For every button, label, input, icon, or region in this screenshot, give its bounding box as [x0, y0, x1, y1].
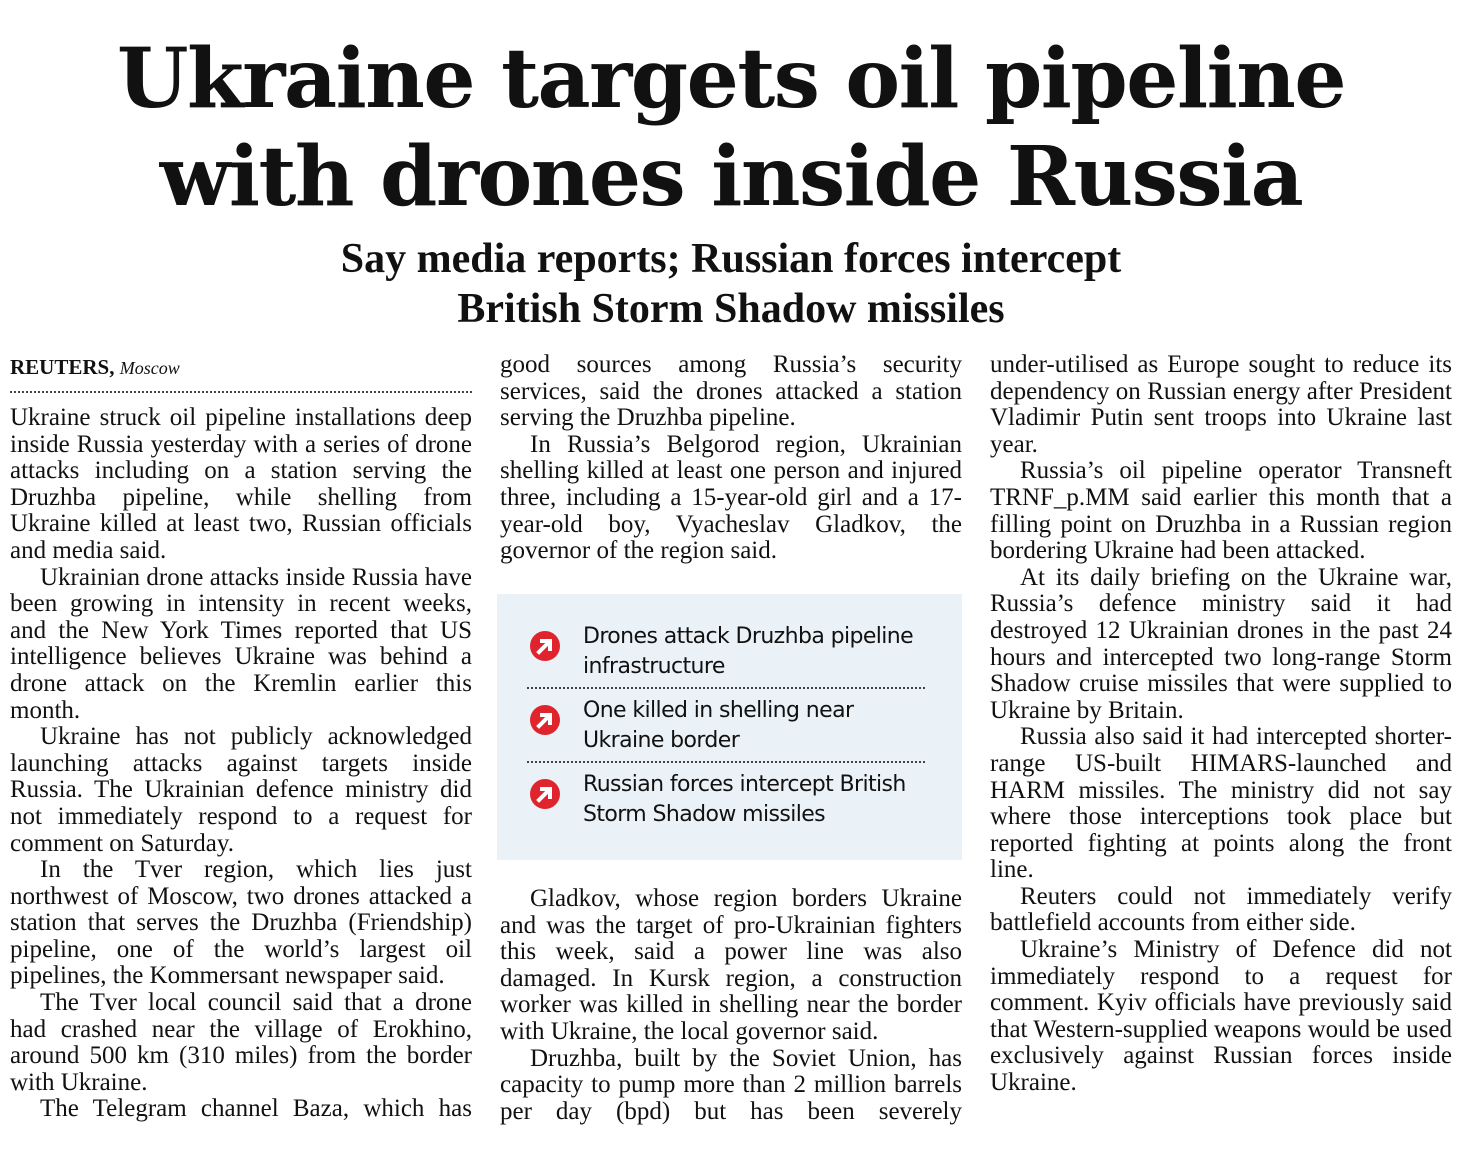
article-paragraph: Ukraine has not publicly acknowledged launching attacks against targets inside Russia. The Ukrainian defence ministry did not immediately respond to a request for comment on Saturday.: [10, 723, 472, 857]
article-paragraph: Reuters could not immediately verify battlefield accounts from either side.: [990, 882, 1452, 937]
key-point-text: One killed in shelling near Ukraine border: [583, 698, 854, 753]
article-paragraph: At its daily briefing on the Ukraine war, Russia’s defence ministry said it had destroyed 12 Ukrainian drones in the past 24 hours and intercepted two long-range Storm Shadow cruise missiles that were supplied to Ukraine by Britain.: [990, 563, 1452, 724]
article-paragraph: Druzhba, built by the Soviet Union, has capacity to pump more than 2 million barrels per day (bpd) but has been severely: [500, 1044, 962, 1125]
article-paragraph: Ukraine’s Ministry of Defence did not immediately respond to a request for comment. Kyiv officials have previously said that Western-supplied weapons would be used exclusively against Russian forces inside Ukraine.: [990, 936, 1453, 1097]
article-paragraph: good sources among Russia’s security services, said the drones attacked a station serving the Druzhba pipeline.: [500, 351, 962, 432]
article-paragraph: Ukraine struck oil pipeline installations deep inside Russia yesterday with a series of drone attacks including on a station serving the Druzhba pipeline, while shelling from Ukraine killed at least two, Russian officials and media said.: [10, 404, 472, 564]
key-points-box: [497, 594, 962, 860]
article-column-3: [990, 352, 1452, 1097]
headline: [0, 30, 1462, 226]
headline-line-1: Ukraine targets oil pipeline: [116, 31, 1346, 127]
article-paragraph: under-utilised as Europe sought to reduce its dependency on Russian energy after President Vladimir Putin sent troops into Ukraine last year.: [990, 351, 1452, 458]
byline: [10, 352, 472, 393]
headline-line-2: with drones inside Russia: [159, 129, 1303, 225]
arrow-up-right-circle-icon: [529, 778, 561, 810]
article-paragraph: In the Tver region, which lies just northwest of Moscow, two drones attacked a station that serves the Druzhba (Friendship) pipeline, one of the world’s largest oil pipelines, the Kommersant newspaper said.: [10, 856, 472, 990]
subheadline-line-2: British Storm Shadow missiles: [457, 286, 1005, 332]
article-paragraph: Gladkov, whose region borders Ukraine and was the target of pro-Ukrainian fighters this week, said a power line was also damaged. In Kursk region, a construction worker was killed in shelling near the border with Ukraine, the local governor said.: [500, 885, 962, 1045]
key-point-text: Russian forces intercept British Storm Shadow missiles: [583, 772, 906, 827]
byline-agency: REUTERS,: [10, 355, 115, 379]
subheadline-line-1: Say media reports; Russian forces intercept: [340, 236, 1122, 282]
subheadline: [0, 234, 1462, 334]
article-column-2-lower: [500, 886, 962, 1125]
article-paragraph: Ukrainian drone attacks inside Russia have been growing in intensity in recent weeks, and the New York Times reported that US intelligence believes Ukraine was behind a drone attack on the Kremlin earlier this month.: [10, 563, 472, 724]
divider: [527, 687, 925, 689]
divider: [527, 761, 925, 763]
article-paragraph: Russia also said it had intercepted shorter-range US-built HIMARS-launched and HARM missiles. The ministry did not say where those interceptions took place but reported fighting at points along the front line.: [990, 723, 1452, 884]
arrow-up-right-circle-icon: [529, 704, 561, 736]
article-column-2: [500, 352, 962, 565]
article-paragraph: Russia’s oil pipeline operator Transneft TRNF_p.MM said earlier this month that a filling point on Druzhba in a Russian region bordering Ukraine had been attacked.: [990, 457, 1452, 565]
article-paragraph: In Russia’s Belgorod region, Ukrainian shelling killed at least one person and injured three, including a 15-year-old girl and a 17-year-old boy, Vyacheslav Gladkov, the governor of the region said.: [500, 430, 962, 565]
byline-location: Moscow: [119, 358, 180, 378]
article-paragraph: The Tver local council said that a drone had crashed near the village of Erokhino, around 500 km (310 miles) from the border with Ukraine.: [10, 989, 472, 1096]
arrow-up-right-circle-icon: [529, 630, 561, 662]
article-column-1: [10, 352, 472, 1123]
article-paragraph: The Telegram channel Baza, which has: [40, 1095, 472, 1123]
key-point-text: Drones attack Druzhba pipeline infrastructure: [583, 624, 914, 679]
